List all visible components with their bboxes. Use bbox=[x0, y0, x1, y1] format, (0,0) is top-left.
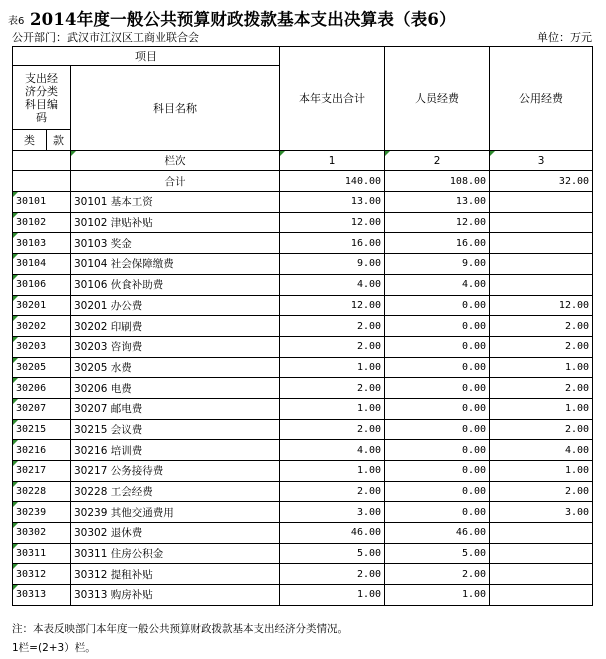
row-personnel: 0.00 bbox=[385, 481, 490, 502]
row-code: 30202 bbox=[13, 316, 71, 337]
row-code: 30104 bbox=[13, 254, 71, 275]
row-public bbox=[490, 254, 593, 275]
table-row bbox=[13, 398, 593, 419]
row-personnel: 16.00 bbox=[385, 233, 490, 254]
row-personnel: 0.00 bbox=[385, 461, 490, 482]
row-public: 1.00 bbox=[490, 398, 593, 419]
row-code: 30206 bbox=[13, 378, 71, 399]
row-sum: 2.00 bbox=[280, 378, 385, 399]
row-code: 30228 bbox=[13, 481, 71, 502]
row-code: 30311 bbox=[13, 543, 71, 564]
row-sum: 13.00 bbox=[280, 192, 385, 213]
row-personnel: 5.00 bbox=[385, 543, 490, 564]
row-sum: 16.00 bbox=[280, 233, 385, 254]
header-total: 本年支出合计 bbox=[280, 47, 385, 151]
row-sum: 4.00 bbox=[280, 440, 385, 461]
table-row bbox=[13, 295, 593, 316]
row-public bbox=[490, 523, 593, 544]
row-subject-name: 30205 水费 bbox=[71, 357, 280, 378]
row-code: 30216 bbox=[13, 440, 71, 461]
row-personnel: 0.00 bbox=[385, 502, 490, 523]
header-lei: 类 bbox=[13, 130, 47, 151]
row-personnel: 0.00 bbox=[385, 336, 490, 357]
table-row bbox=[13, 502, 593, 523]
row-subject-name: 30312 提租补贴 bbox=[71, 564, 280, 585]
row-subject-name: 30215 会议费 bbox=[71, 419, 280, 440]
code-label-line: 科目编 bbox=[25, 97, 58, 111]
row-public: 4.00 bbox=[490, 440, 593, 461]
report-meta bbox=[12, 29, 592, 45]
row-public bbox=[490, 274, 593, 295]
total-spacer bbox=[13, 171, 71, 192]
header-public: 公用经费 bbox=[490, 47, 593, 151]
row-public bbox=[490, 192, 593, 213]
row-sum: 9.00 bbox=[280, 254, 385, 275]
table-row bbox=[13, 357, 593, 378]
row-code: 30106 bbox=[13, 274, 71, 295]
table-tag: 表6 bbox=[8, 16, 25, 27]
row-public: 2.00 bbox=[490, 419, 593, 440]
table-row bbox=[13, 564, 593, 585]
row-personnel: 0.00 bbox=[385, 440, 490, 461]
row-sum: 12.00 bbox=[280, 212, 385, 233]
unit-label: 单位：万元 bbox=[537, 31, 592, 44]
row-code: 30217 bbox=[13, 461, 71, 482]
row-subject-name: 30102 津贴补贴 bbox=[71, 212, 280, 233]
row-personnel: 46.00 bbox=[385, 523, 490, 544]
row-personnel: 0.00 bbox=[385, 316, 490, 337]
header-kuan: 款 bbox=[47, 130, 71, 151]
row-subject-name: 30216 培训费 bbox=[71, 440, 280, 461]
lanci-1: 1 bbox=[280, 150, 385, 171]
row-code: 30239 bbox=[13, 502, 71, 523]
row-public: 2.00 bbox=[490, 378, 593, 399]
table-row bbox=[13, 543, 593, 564]
row-public bbox=[490, 585, 593, 606]
row-public bbox=[490, 233, 593, 254]
row-personnel: 2.00 bbox=[385, 564, 490, 585]
row-public bbox=[490, 564, 593, 585]
row-subject-name: 30103 奖金 bbox=[71, 233, 280, 254]
table-row bbox=[13, 585, 593, 606]
row-sum: 3.00 bbox=[280, 502, 385, 523]
note-line-1: 注：本表反映部门本年度一般公共预算财政拨款基本支出经济分类情况。 bbox=[12, 623, 348, 635]
header-subject-name: 科目名称 bbox=[71, 66, 280, 151]
table-row bbox=[13, 274, 593, 295]
row-personnel: 9.00 bbox=[385, 254, 490, 275]
row-code: 30312 bbox=[13, 564, 71, 585]
row-code: 30313 bbox=[13, 585, 71, 606]
table-row bbox=[13, 336, 593, 357]
row-code: 30103 bbox=[13, 233, 71, 254]
report-header bbox=[8, 6, 598, 28]
total-label: 合计 bbox=[71, 171, 280, 192]
table-row bbox=[13, 481, 593, 502]
row-sum: 12.00 bbox=[280, 295, 385, 316]
row-sum: 2.00 bbox=[280, 316, 385, 337]
row-code: 30102 bbox=[13, 212, 71, 233]
table-row bbox=[13, 316, 593, 337]
row-subject-name: 30106 伙食补助费 bbox=[71, 274, 280, 295]
row-subject-name: 30104 社会保障缴费 bbox=[71, 254, 280, 275]
row-subject-name: 30206 电费 bbox=[71, 378, 280, 399]
row-subject-name: 30202 印刷费 bbox=[71, 316, 280, 337]
row-sum: 2.00 bbox=[280, 481, 385, 502]
row-code: 30203 bbox=[13, 336, 71, 357]
row-subject-name: 30302 退休费 bbox=[71, 523, 280, 544]
row-subject-name: 30228 工会经费 bbox=[71, 481, 280, 502]
table-row bbox=[13, 233, 593, 254]
row-personnel: 0.00 bbox=[385, 398, 490, 419]
table-row bbox=[13, 419, 593, 440]
total-public: 32.00 bbox=[490, 171, 593, 192]
row-code: 30207 bbox=[13, 398, 71, 419]
note-line-2: 1栏=(2+3）栏。 bbox=[12, 642, 96, 654]
code-label-line: 码 bbox=[36, 110, 47, 124]
department-label: 公开部门：武汉市江汉区工商业联合会 bbox=[12, 31, 199, 44]
table-row bbox=[13, 440, 593, 461]
row-personnel: 0.00 bbox=[385, 295, 490, 316]
row-public: 1.00 bbox=[490, 461, 593, 482]
row-personnel: 13.00 bbox=[385, 192, 490, 213]
page-title: 2014年度一般公共预算财政拨款基本支出决算表（表6） bbox=[30, 10, 456, 29]
total-personnel: 108.00 bbox=[385, 171, 490, 192]
row-sum: 2.00 bbox=[280, 336, 385, 357]
row-subject-name: 30313 购房补贴 bbox=[71, 585, 280, 606]
row-sum: 1.00 bbox=[280, 357, 385, 378]
row-code: 30205 bbox=[13, 357, 71, 378]
row-public: 2.00 bbox=[490, 336, 593, 357]
expenditure-table bbox=[12, 46, 593, 606]
spacer-cell bbox=[13, 150, 71, 171]
table-row bbox=[13, 192, 593, 213]
table-row bbox=[13, 461, 593, 482]
row-subject-name: 30239 其他交通费用 bbox=[71, 502, 280, 523]
row-code: 30215 bbox=[13, 419, 71, 440]
row-public: 12.00 bbox=[490, 295, 593, 316]
code-label-line: 支出经 bbox=[25, 71, 58, 85]
row-subject-name: 30207 邮电费 bbox=[71, 398, 280, 419]
row-code: 30101 bbox=[13, 192, 71, 213]
lanci-3: 3 bbox=[490, 150, 593, 171]
table-row bbox=[13, 254, 593, 275]
row-sum: 5.00 bbox=[280, 543, 385, 564]
row-personnel: 1.00 bbox=[385, 585, 490, 606]
row-subject-name: 30311 住房公积金 bbox=[71, 543, 280, 564]
lanci-2: 2 bbox=[385, 150, 490, 171]
row-sum: 4.00 bbox=[280, 274, 385, 295]
code-label-line: 济分类 bbox=[25, 84, 58, 98]
row-public: 2.00 bbox=[490, 316, 593, 337]
row-sum: 1.00 bbox=[280, 585, 385, 606]
row-public: 2.00 bbox=[490, 481, 593, 502]
table-row bbox=[13, 523, 593, 544]
lanci-label: 栏次 bbox=[71, 150, 280, 171]
row-subject-name: 30203 咨询费 bbox=[71, 336, 280, 357]
row-subject-name: 30101 基本工资 bbox=[71, 192, 280, 213]
row-code: 30201 bbox=[13, 295, 71, 316]
row-public: 3.00 bbox=[490, 502, 593, 523]
row-personnel: 12.00 bbox=[385, 212, 490, 233]
row-public bbox=[490, 212, 593, 233]
row-subject-name: 30217 公务接待费 bbox=[71, 461, 280, 482]
header-project: 项目 bbox=[13, 47, 280, 66]
row-sum: 1.00 bbox=[280, 398, 385, 419]
table-row bbox=[13, 378, 593, 399]
row-personnel: 0.00 bbox=[385, 378, 490, 399]
row-personnel: 0.00 bbox=[385, 419, 490, 440]
header-personnel: 人员经费 bbox=[385, 47, 490, 151]
total-sum: 140.00 bbox=[280, 171, 385, 192]
row-subject-name: 30201 办公费 bbox=[71, 295, 280, 316]
header-code-label bbox=[13, 66, 71, 130]
row-sum: 46.00 bbox=[280, 523, 385, 544]
row-public: 1.00 bbox=[490, 357, 593, 378]
row-sum: 1.00 bbox=[280, 461, 385, 482]
table-row bbox=[13, 212, 593, 233]
row-sum: 2.00 bbox=[280, 564, 385, 585]
row-code: 30302 bbox=[13, 523, 71, 544]
row-personnel: 4.00 bbox=[385, 274, 490, 295]
row-personnel: 0.00 bbox=[385, 357, 490, 378]
row-sum: 2.00 bbox=[280, 419, 385, 440]
row-public bbox=[490, 543, 593, 564]
